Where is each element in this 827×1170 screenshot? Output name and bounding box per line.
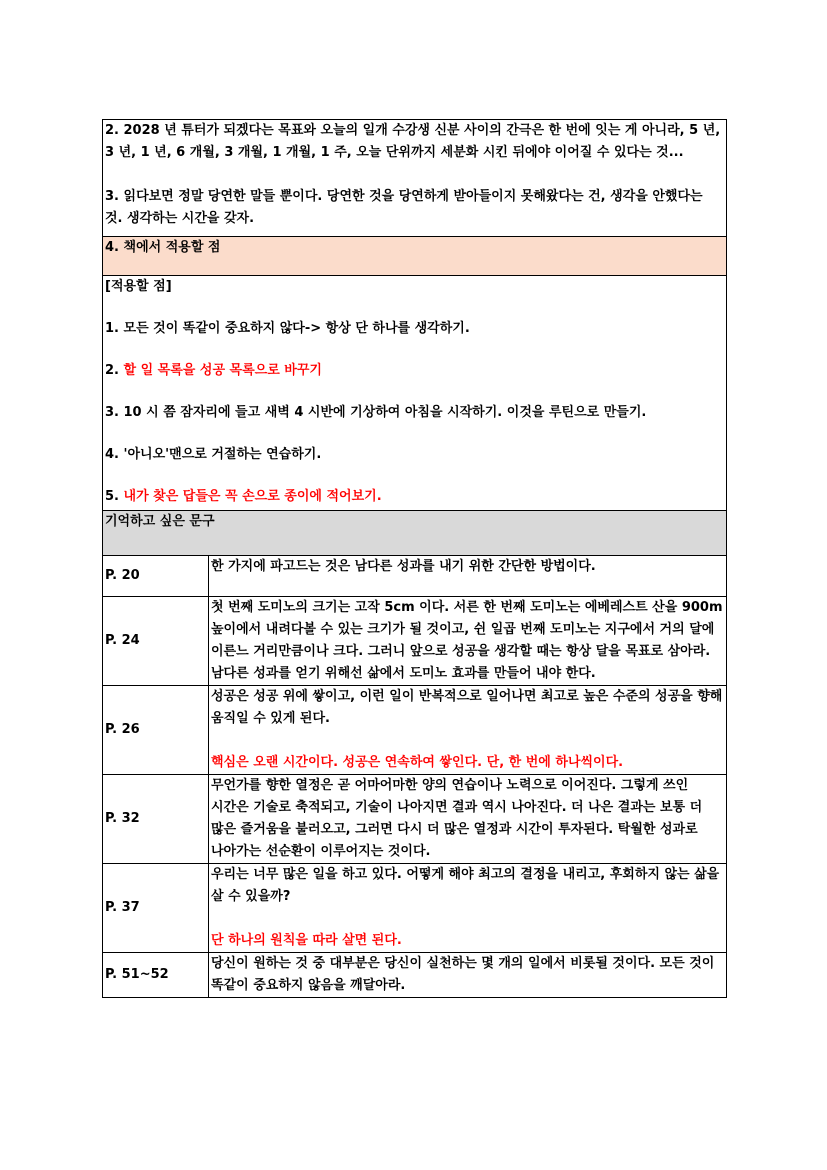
quote-row	[103, 597, 727, 686]
quote-text: 우리는 너무 많은 일을 하고 있다. 어떻게 해야 최고의 결정을 내리고, 후회하지 않는 삶을 살 수 있을까?	[211, 867, 720, 904]
apply-item-4: 4. '아니오'맨으로 거절하는 연습하기.	[105, 447, 322, 462]
quote-row	[103, 775, 727, 864]
section4-title: 4. 책에서 적용할 점	[105, 240, 221, 255]
section4-subtitle: [적용할 점]	[105, 279, 172, 294]
quote-text: 무언가를 향한 열정은 곧 어마어마한 양의 연습이나 노력으로 이어진다. 그렇게 쓰인 시간은 기술로 축적되고, 기술이 나아지면 결과 역시 나아진다. 더 나은 결과는 보통 더 많은 즐거움을 불러오고, 그러면 다시 더 많은 열정과 시간이 투자된다. 탁월한 성과로 나아가는 선순환이 이루어지는 것이다.	[211, 778, 703, 859]
quote-row	[103, 686, 727, 775]
quote-text: 한 가지에 파고드는 것은 남다른 성과를 내기 위한 간단한 방법이다.	[211, 559, 596, 574]
quote-page: P. 26	[105, 722, 140, 737]
section4-body-row	[103, 276, 727, 511]
notes-table	[102, 119, 727, 998]
apply-item-5-number: 5.	[105, 489, 124, 504]
quote-page: P. 32	[105, 811, 140, 826]
apply-item-2-text: 할 일 목록을 성공 목록으로 바꾸기	[123, 363, 322, 378]
apply-item-5	[105, 486, 724, 508]
quote-text: 첫 번째 도미노의 크기는 고작 5cm 이다. 서른 한 번째 도미노는 에베레스트 산을 900m 높이에서 내려다볼 수 있는 크기가 될 것이고, 쉰 일곱 번째 도미노는 지구에서 거의 달에 이른느 거리만큼이나 크다. 그러니 앞으로 성공을 생각할 때는 항상 달을 목표로 삼아라. 남다른 성과를 얻기 위해선 삶에서 도미노 효과를 만들어 내야 한다.	[211, 600, 723, 681]
apply-item-5-text: 내가 찾은 답들은 꼭 손으로 종이에 적어보기.	[123, 489, 382, 504]
apply-item-3: 3. 10 시 쯤 잠자리에 들고 새벽 4 시반에 기상하여 아침을 시작하기. 이것을 루틴으로 만들기.	[105, 405, 647, 420]
quote-text: 당신이 원하는 것 중 대부분은 당신이 실천하는 몇 개의 일에서 비롯될 것이다. 모든 것이 똑같이 중요하지 않음을 깨달아라.	[211, 956, 715, 993]
section4-header-row	[103, 237, 727, 276]
quote-highlight: 단 하나의 원칙을 따라 살면 된다.	[211, 933, 402, 948]
apply-item-2	[105, 360, 724, 382]
quote-row	[103, 864, 727, 953]
quote-page: P. 20	[105, 568, 140, 583]
quote-text: 성공은 성공 위에 쌓이고, 이런 일이 반복적으로 일어나면 최고로 높은 수준의 성공을 향해 움직일 수 있게 된다.	[211, 689, 723, 726]
quote-highlight: 핵심은 오랜 시간이다. 성공은 연속하여 쌓인다. 단, 한 번에 하나씩이다.	[211, 755, 624, 770]
quotes-header-row	[103, 511, 727, 556]
intro-item-2: 2. 2028 년 튜터가 되겠다는 목표와 오늘의 일개 수강생 신분 사이의 간극은 한 번에 잇는 게 아니라, 5 년, 3 년, 1 년, 6 개월, 3 개월, 1 개월, 1 주, 오늘 단위까지 세분화 시킨 뒤에야 이어질 수 있다는 것...	[105, 123, 721, 160]
apply-item-2-number: 2.	[105, 363, 124, 378]
apply-item-1: 1. 모든 것이 똑같이 중요하지 않다-> 항상 단 하나를 생각하기.	[105, 321, 470, 336]
quote-page: P. 24	[105, 633, 140, 648]
quote-page: P. 37	[105, 900, 140, 915]
quote-row	[103, 556, 727, 597]
quotes-title: 기억하고 싶은 문구	[105, 514, 215, 529]
quote-row	[103, 953, 727, 998]
intro-item-3: 3. 읽다보면 정말 당연한 말들 뿐이다. 당연한 것을 당연하게 받아들이지 못해왔다는 건, 생각을 안했다는 것. 생각하는 시간을 갖자.	[105, 189, 703, 226]
quote-page: P. 51~52	[105, 967, 169, 982]
intro-row	[103, 120, 727, 237]
